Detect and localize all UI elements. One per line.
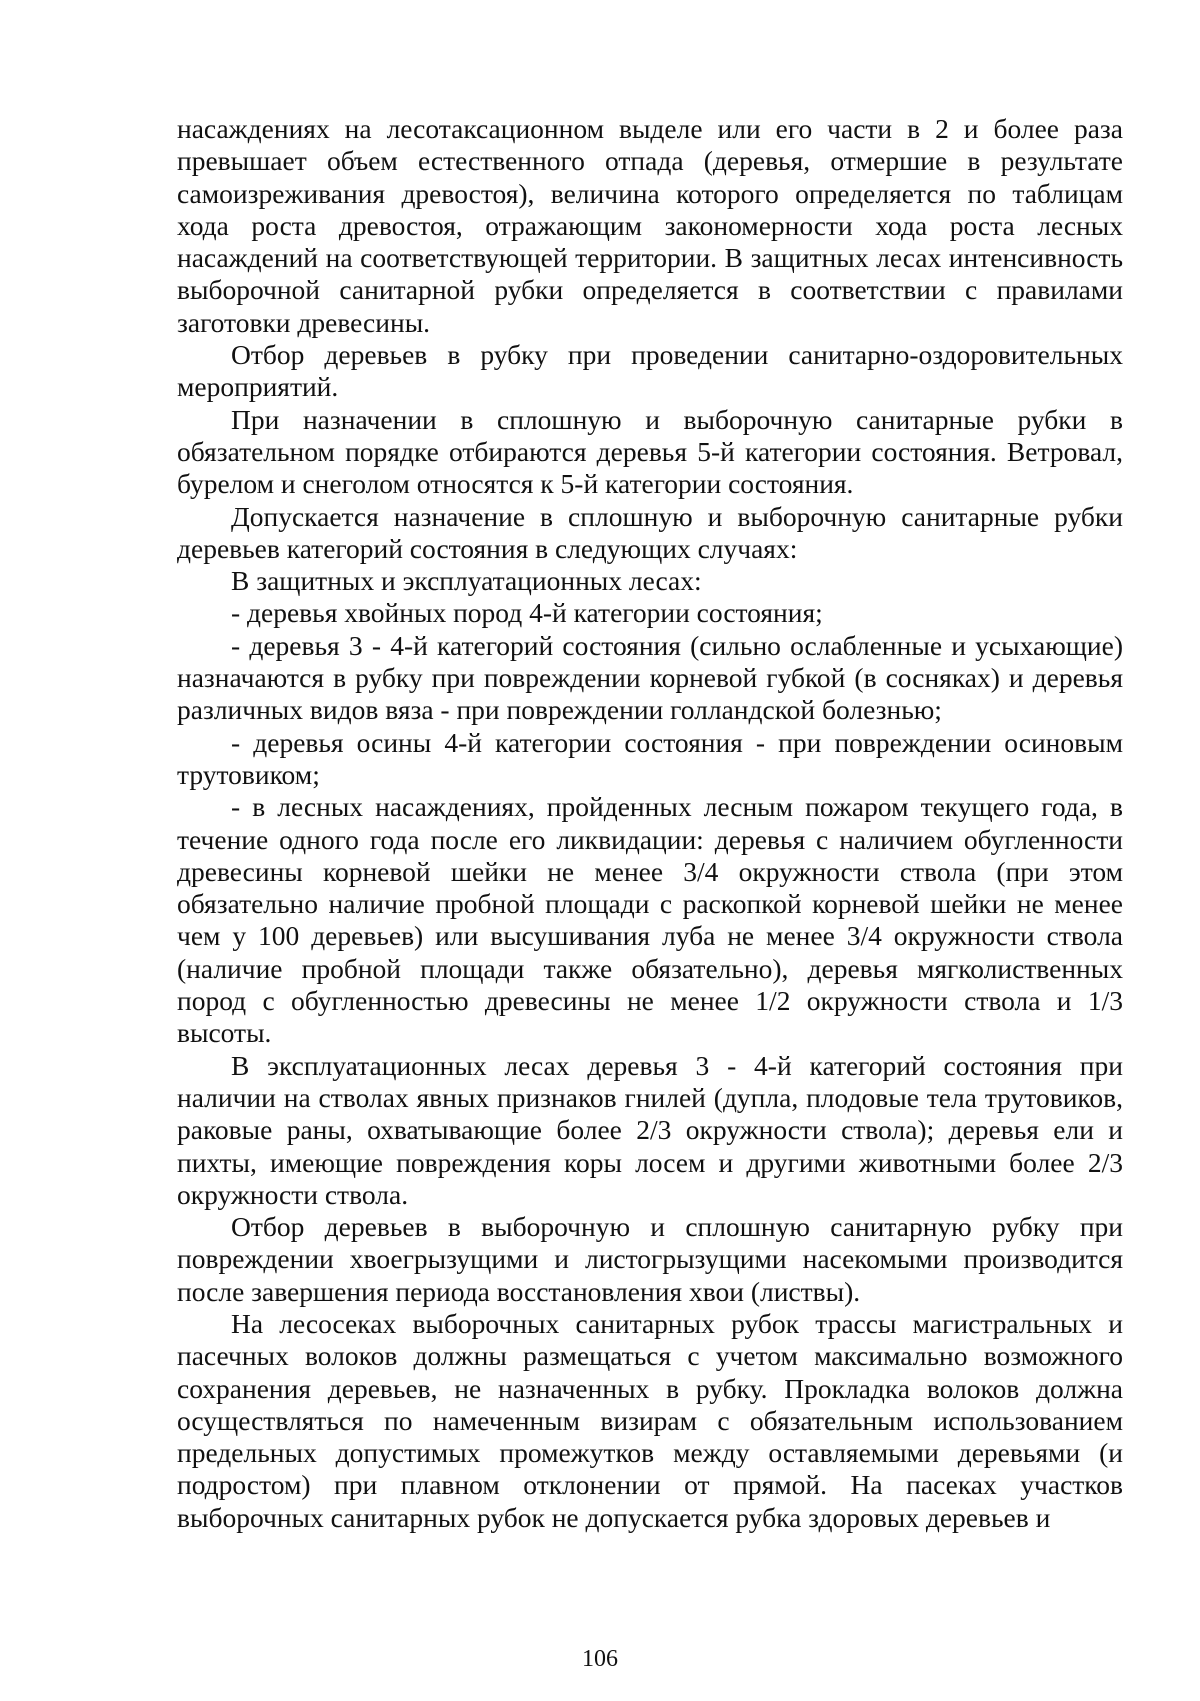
paragraph-2: Отбор деревьев в рубку при проведении санитарно-оздоровительных мероприятий.	[177, 339, 1123, 403]
paragraph-7: Отбор деревьев в выборочную и сплошную санитарную рубку при повреждении хвоегрызущими и листогрызущими насекомыми производится после завершения периода восстановления хвои (листвы).	[177, 1211, 1123, 1307]
list-item-3: - деревья осины 4-й категории состояния - при повреждении осиновым трутовиком;	[177, 726, 1123, 790]
list-item-2: - деревья 3 - 4-й категорий состояния (сильно ослабленные и усыхающие) назначаются в рубку при повреждении корневой губкой (в сосняках) и деревья различных видов вяза - при повреждении голландской болезнью;	[177, 629, 1123, 726]
document-body	[177, 113, 1123, 1534]
paragraph-4: Допускается назначение в сплошную и выборочную санитарные рубки деревьев категорий состояния в следующих случаях:	[177, 500, 1123, 564]
page-number: 106	[582, 1646, 618, 1672]
paragraph-6: В эксплуатационных лесах деревья 3 - 4-й категорий состояния при наличии на стволах явных признаков гнилей (дупла, плодовые тела трутовиков, раковые раны, охватывающие более 2/3 окружности ствола); деревья ели и пихты, имеющие повреждения коры лосем и другими животными более 2/3 окружности ствола.	[177, 1049, 1123, 1210]
paragraph-1: насаждениях на лесотаксационном выделе или его части в 2 и более раза превышает объем естественного отпада (деревья, отмершие в результате самоизреживания древостоя), величина которого определяется по таблицам хода роста древостоя, отражающим закономерности хода роста лесных насаждений на соответствующей территории. В защитных лесах интенсивность выборочной санитарной рубки определяется в соответствии с правилами заготовки древесины.	[177, 113, 1123, 338]
paragraph-5: В защитных и эксплуатационных лесах:	[231, 565, 702, 597]
paragraph-3: При назначении в сплошную и выборочную санитарные рубки в обязательном порядке отбираются деревья 5-й категории состояния. Ветровал, бурелом и снеголом относятся к 5-й категории состояния.	[177, 403, 1123, 500]
list-item-1: - деревья хвойных пород 4-й категории состояния;	[231, 597, 823, 629]
paragraph-8: На лесосеках выборочных санитарных рубок трассы магистральных и пасечных волоков должны размещаться с учетом максимально возможного сохранения деревьев, не назначенных в рубку. Прокладка волоков должна осуществляться по намеченным визирам с обязательным использованием предельных допустимых промежутков между оставляемыми деревьями (и подростом) при плавном отклонении от прямой. На пасеках участков выборочных санитарных рубок не допускается рубка здоровых деревьев и	[177, 1307, 1123, 1533]
list-item-4: - в лесных насаждениях, пройденных лесным пожаром текущего года, в течение одного года после его ликвидации: деревья с наличием обугленности древесины корневой шейки не менее 3/4 окружности ствола (при этом обязательно наличие пробной площади с раскопкой корневой шейки не менее чем у 100 деревьев) или высушивания луба не менее 3/4 окружности ствола (наличие пробной площади также обязательно), деревья мягколиственных пород с обугленностью древесины не менее 1/2 окружности ствола и 1/3 высоты.	[177, 791, 1123, 1049]
